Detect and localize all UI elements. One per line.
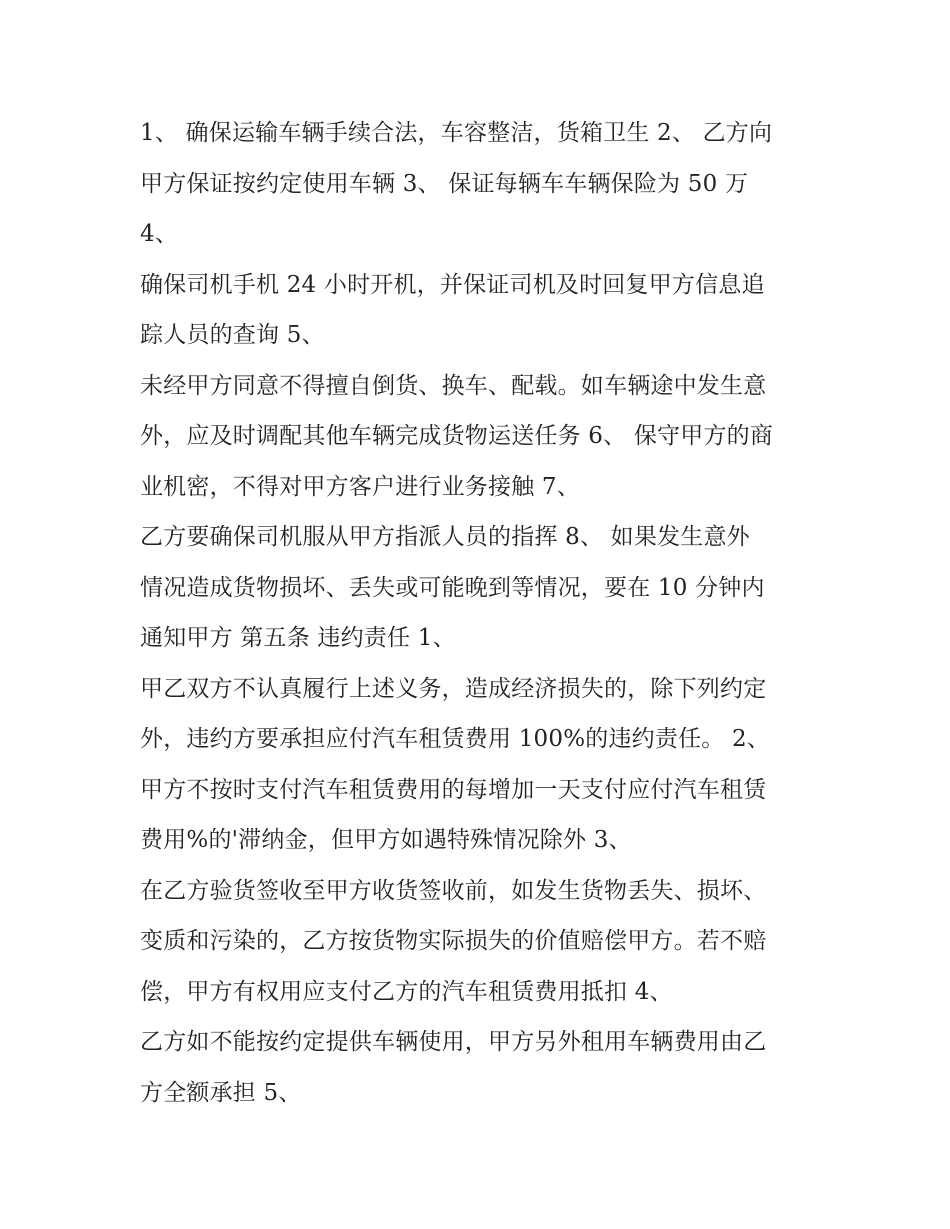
text-line: 踪人员的查询 5、	[140, 322, 325, 348]
text-line: 甲乙双方不认真履行上述义务，造成经济损失的，除下列约定	[140, 675, 767, 702]
text-line: 1、 确保运输车辆手续合法，车容整洁，货箱卫生 2、 乙方向	[140, 120, 773, 146]
text-line: 乙方要确保司机服从甲方指派人员的指挥 8、 如果发生意外	[140, 524, 750, 550]
text-line: 确保司机手机 24 小时开机，并保证司机及时回复甲方信息追	[140, 271, 765, 298]
text-line: 甲方不按时支付汽车租赁费用的每增加一天支付应付汽车租赁	[140, 776, 767, 803]
text-line: 通知甲方 第五条 违约责任 1、	[140, 625, 456, 651]
text-line: 在乙方验货签收至甲方收货签收前，如发生货物丢失、损坏、	[140, 877, 767, 904]
text-line: 外，应及时调配其他车辆完成货物运送任务 6、 保守甲方的商	[140, 423, 774, 449]
text-line: 乙方如不能按约定提供车辆使用，甲方另外租用车辆费用由乙	[140, 1029, 767, 1055]
text-line: 4、	[140, 221, 179, 247]
text-line: 未经甲方同意不得擅自倒货、换车、配载。如车辆途中发生意	[140, 372, 767, 399]
text-line: 变质和污染的，乙方按货物实际损失的价值赔偿甲方。若不赔	[140, 928, 767, 954]
text-line: 甲方保证按约定使用车辆 3、 保证每辆车车辆保险为 50 万	[140, 170, 749, 197]
text-line: 外，违约方要承担应付汽车租赁费用 100%的违约责任。 2、	[140, 726, 771, 752]
text-line: 方全额承担 5、	[140, 1079, 302, 1106]
text-line: 费用%的'滞纳金，但甲方如遇特殊情况除外 3、	[140, 827, 632, 853]
text-line: 偿，甲方有权用应支付乙方的汽车租赁费用抵扣 4、	[140, 978, 673, 1005]
text-line: 业机密，不得对甲方客户进行业务接触 7、	[140, 473, 580, 500]
text-line: 情况造成货物损坏、丢失或可能晚到等情况，要在 10 分钟内	[140, 574, 765, 601]
contract-text-body	[140, 108, 820, 1118]
